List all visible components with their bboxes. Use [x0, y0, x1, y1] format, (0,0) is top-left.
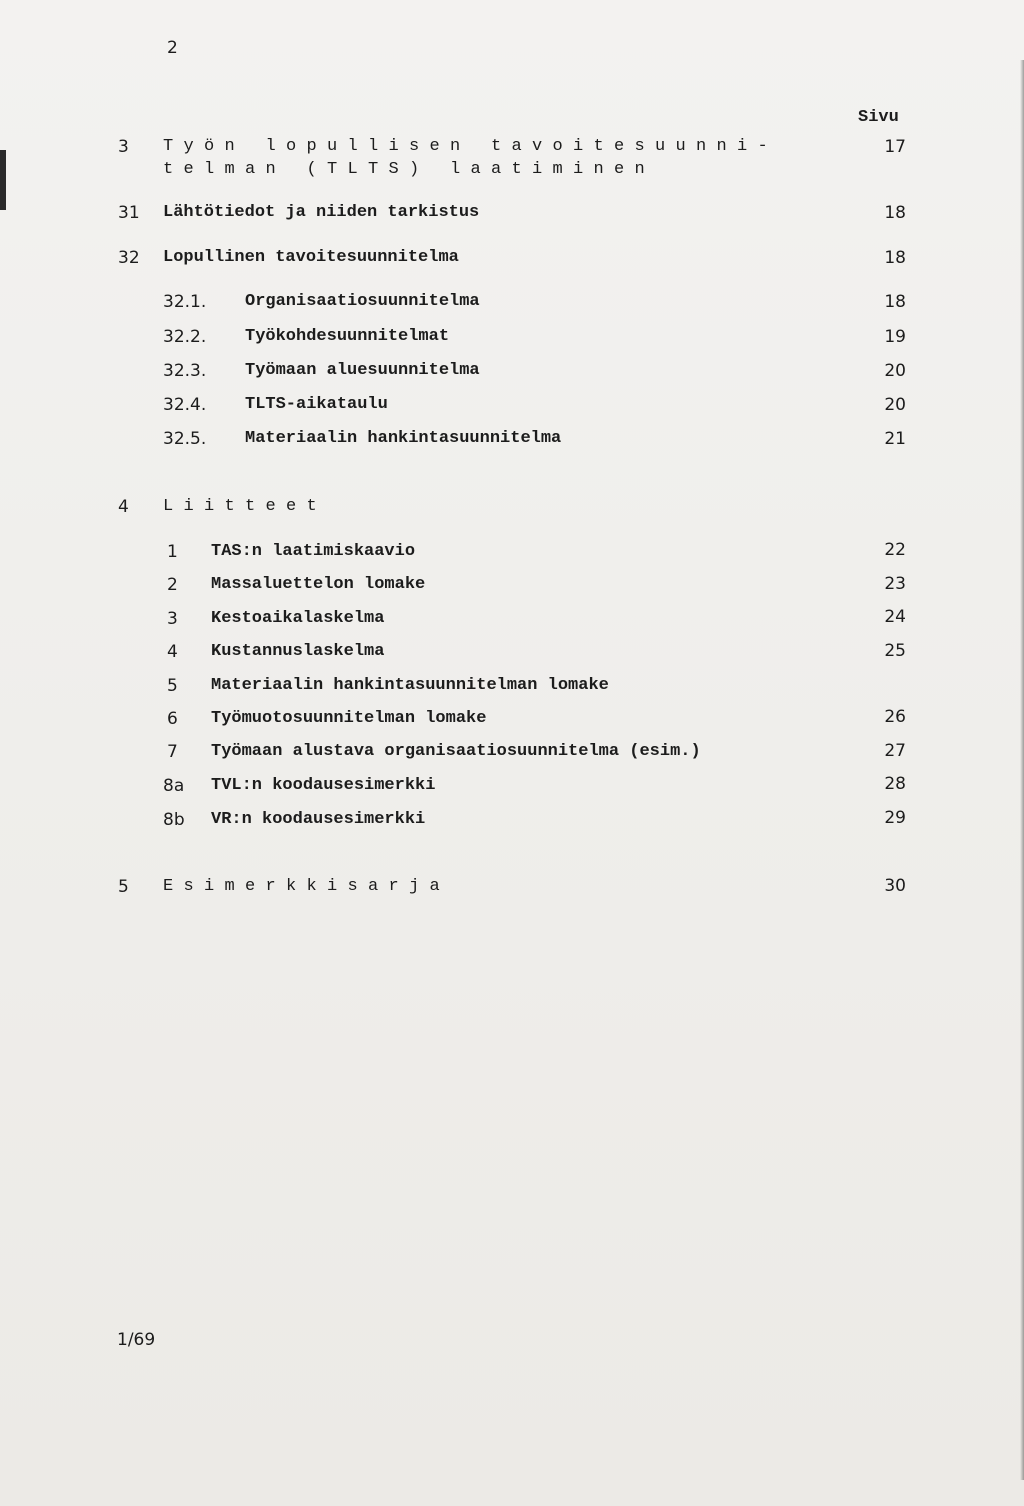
chapter-3-title-line1: Työn lopullisen tavoitesuunni- — [163, 137, 779, 156]
appendix-label: Työmaan alustava organisaatiosuunnitelma (esim.) — [211, 742, 701, 761]
toc-subitem-page: 20 — [884, 361, 906, 381]
toc-subitem-label: Työkohdesuunnitelmat — [245, 327, 450, 346]
toc-subitem-number: 32.4. — [163, 395, 207, 415]
appendix-label: Työmuotosuunnitelman lomake — [211, 709, 487, 728]
appendix-number: 6 — [167, 709, 178, 729]
appendix-label: Materiaalin hankintasuunnitelman lomake — [211, 676, 609, 695]
appendix-label: Kustannuslaskelma — [211, 642, 385, 661]
appendix-number: 5 — [167, 676, 178, 696]
toc-subitem-label: TLTS-aikataulu — [245, 395, 388, 414]
toc-subitem-page: 20 — [884, 395, 906, 415]
appendix-number: 7 — [167, 742, 178, 762]
toc-item-page: 18 — [884, 248, 906, 268]
appendix-number: 2 — [167, 575, 178, 595]
appendix-label: TVL:n koodausesimerkki — [211, 776, 436, 795]
appendix-number: 4 — [167, 642, 178, 662]
toc-subitem-page: 21 — [884, 429, 906, 449]
toc-item-label: Lopullinen tavoitesuunnitelma — [163, 248, 459, 267]
toc-item-page: 18 — [884, 203, 906, 223]
toc-subitem-number: 32.5. — [163, 429, 207, 449]
appendix-number: 8b — [163, 810, 185, 830]
appendix-page: 29 — [884, 808, 906, 828]
appendix-page: 27 — [884, 741, 906, 761]
toc-item-label: Lähtötiedot ja niiden tarkistus — [163, 203, 480, 222]
page-number: 2 — [167, 38, 178, 58]
chapter-5-title: Esimerkkisarja — [163, 877, 451, 896]
appendix-label: Kestoaikalaskelma — [211, 609, 385, 628]
appendix-page: 23 — [884, 574, 906, 594]
chapter-4-title: Liitteet — [163, 497, 328, 516]
chapter-5-page: 30 — [884, 876, 906, 896]
chapter-3-number: 3 — [118, 137, 129, 157]
chapter-5-number: 5 — [118, 877, 129, 897]
toc-subitem-label: Työmaan aluesuunnitelma — [245, 361, 480, 380]
appendix-label: Massaluettelon lomake — [211, 575, 426, 594]
toc-subitem-label: Organisaatiosuunnitelma — [245, 292, 480, 311]
chapter-3-title-line2: telman (TLTS) laatiminen — [163, 160, 656, 179]
appendix-page: 28 — [884, 774, 906, 794]
appendix-number: 3 — [167, 609, 178, 629]
chapter-3-page: 17 — [884, 137, 906, 157]
toc-subitem-number: 32.3. — [163, 361, 207, 381]
appendix-page: 25 — [884, 641, 906, 661]
appendix-number: 8a — [163, 776, 185, 796]
appendix-number: 1 — [167, 542, 178, 562]
toc-subitem-label: Materiaalin hankintasuunnitelma — [245, 429, 562, 448]
scan-edge-left — [0, 150, 6, 210]
toc-subitem-page: 18 — [884, 292, 906, 312]
toc-subitem-number: 32.1. — [163, 292, 207, 312]
chapter-4-number: 4 — [118, 497, 129, 517]
column-header-sivu: Sivu — [858, 108, 899, 127]
footer-code: 1/69 — [117, 1330, 156, 1350]
appendix-page: 24 — [884, 607, 906, 627]
toc-item-number: 31 — [118, 203, 140, 223]
appendix-page: 22 — [884, 540, 906, 560]
toc-subitem-number: 32.2. — [163, 327, 207, 347]
appendix-label: TAS:n laatimiskaavio — [211, 542, 416, 561]
scan-edge-right — [1020, 60, 1024, 1480]
appendix-page: 26 — [884, 707, 906, 727]
toc-item-number: 32 — [118, 248, 140, 268]
toc-subitem-page: 19 — [884, 327, 906, 347]
appendix-label: VR:n koodausesimerkki — [211, 810, 426, 829]
